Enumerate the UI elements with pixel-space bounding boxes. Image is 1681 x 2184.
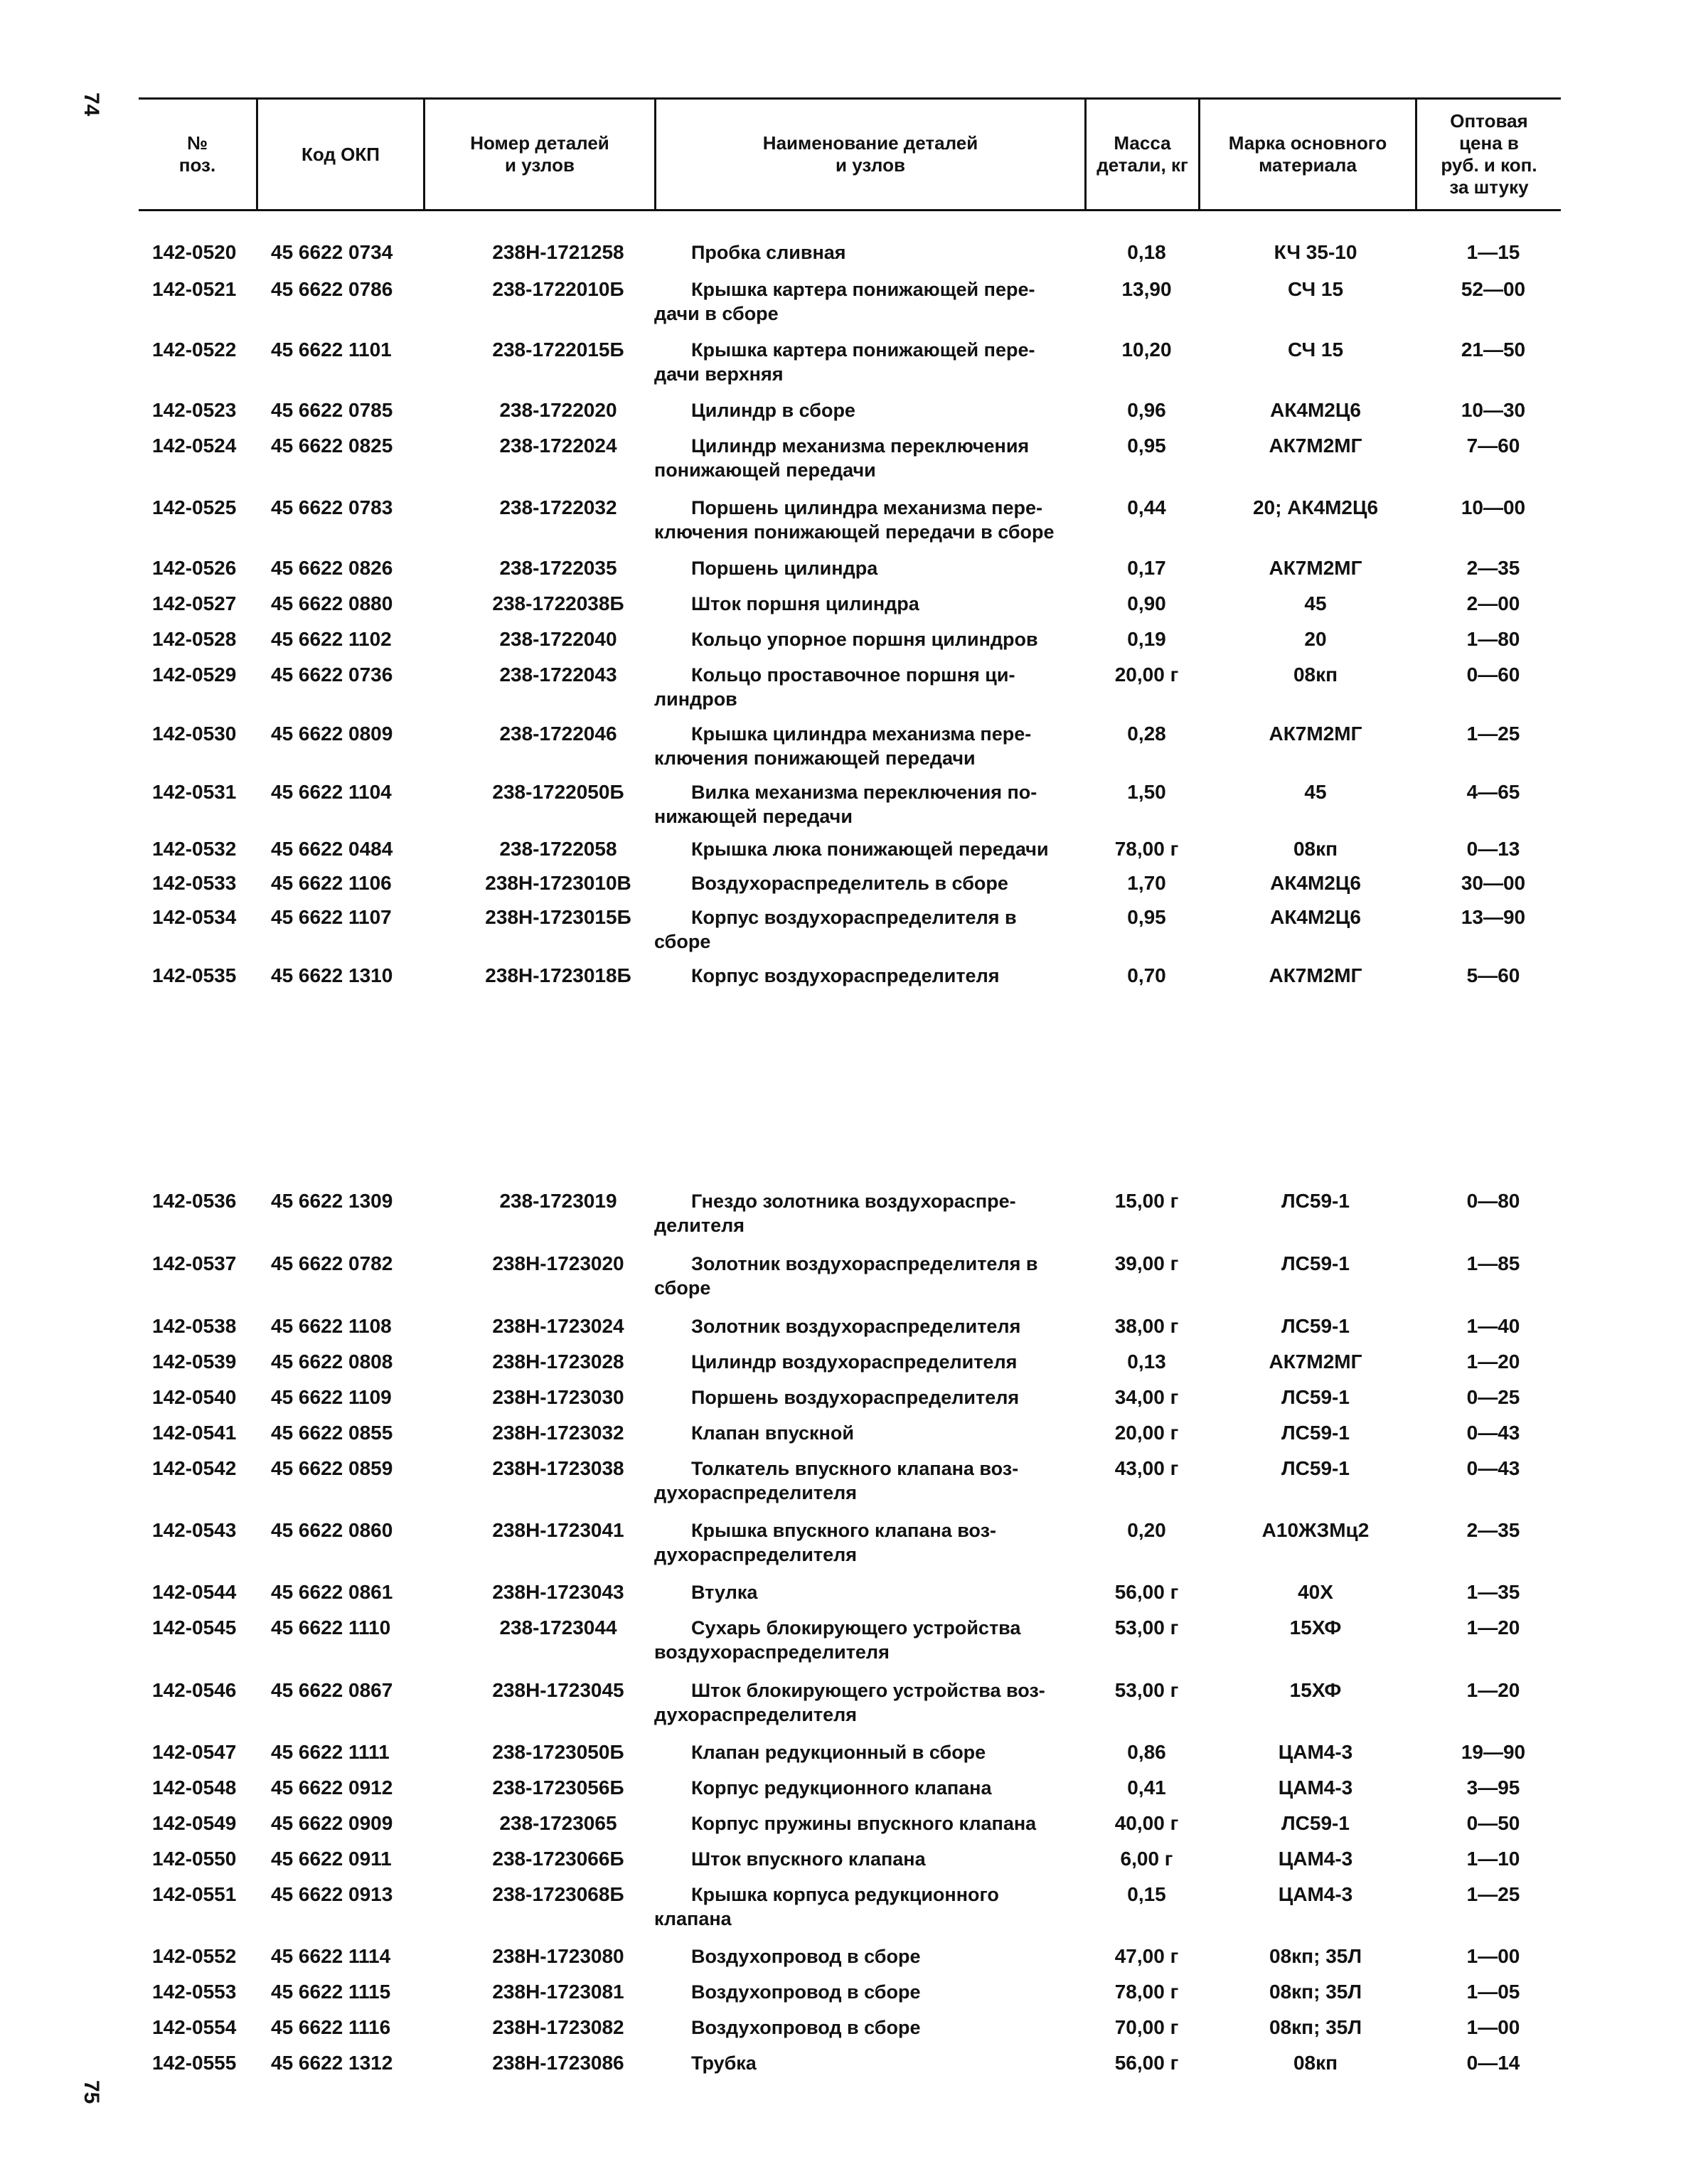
part-name-cell: Крышка люка понижающей передачи [691, 838, 1049, 860]
mass-cell: 0,96 [1127, 399, 1166, 421]
mass-cell: 34,00 г [1114, 1386, 1179, 1408]
part-number-cell: 238Н-1723010В [485, 872, 631, 894]
okp-code-cell: 45 6622 1115 [271, 1981, 391, 2003]
mass-cell: 47,00 г [1114, 1945, 1179, 1967]
part-number-cell: 238-1722010Б [492, 278, 624, 300]
part-number-cell: 238-1722038Б [492, 592, 624, 614]
material-cell: ЛС59-1 [1281, 1457, 1350, 1479]
mass-cell: 0,70 [1127, 964, 1166, 986]
price-cell: 2—35 [1466, 557, 1520, 579]
part-number-cell: 238Н-1723028 [492, 1351, 624, 1373]
mass-cell: 13,90 [1121, 278, 1172, 300]
part-name-cell: Крышка впускного клапана воз- духораспределителя [654, 1520, 996, 1565]
part-number-cell: 238Н-1723043 [492, 1581, 624, 1603]
price-cell: 1—20 [1466, 1679, 1520, 1701]
material-cell: ЦАМ4-3 [1278, 1741, 1353, 1763]
price-cell: 0—60 [1466, 664, 1520, 686]
material-cell: АК7М2МГ [1269, 723, 1362, 745]
pos-cell: 142-0551 [152, 1883, 237, 1905]
part-name-cell: Пробка сливная [691, 242, 846, 263]
pos-cell: 142-0541 [152, 1422, 237, 1444]
part-number-cell: 238Н-1723081 [492, 1981, 624, 2003]
part-name-cell: Трубка [691, 2052, 757, 2074]
mass-cell: 38,00 г [1114, 1315, 1179, 1337]
pos-cell: 142-0530 [152, 723, 237, 745]
price-cell: 5—60 [1466, 964, 1520, 986]
pos-cell: 142-0543 [152, 1519, 237, 1541]
part-name-cell: Вилка механизма переключения по- нижающей передачи [654, 782, 1037, 827]
mass-cell: 43,00 г [1114, 1457, 1179, 1479]
mass-cell: 0,20 [1127, 1519, 1166, 1541]
part-number-cell: 238Н-1723041 [492, 1519, 624, 1541]
price-cell: 1—20 [1466, 1616, 1520, 1639]
okp-code-cell: 45 6622 0783 [271, 496, 393, 518]
part-name-cell: Корпус воздухораспределителя в сборе [654, 907, 1017, 952]
pos-cell: 142-0528 [152, 628, 237, 650]
pos-cell: 142-0548 [152, 1777, 237, 1799]
mass-cell: 53,00 г [1114, 1679, 1179, 1701]
part-number-cell: 238Н-1723045 [492, 1679, 624, 1701]
pos-cell: 142-0536 [152, 1190, 237, 1212]
header-mass: Масса детали, кг [1096, 132, 1188, 176]
material-cell: 20; АК4М2Ц6 [1252, 496, 1379, 518]
part-name-cell: Шток поршня цилиндра [691, 593, 919, 614]
page-number-top: 74 [80, 92, 103, 117]
okp-code-cell: 45 6622 1107 [271, 906, 392, 928]
pos-cell: 142-0539 [152, 1351, 237, 1373]
part-number-cell: 238-1723050Б [492, 1741, 624, 1763]
mass-cell: 0,28 [1127, 723, 1166, 745]
material-cell: 15ХФ [1289, 1679, 1342, 1701]
pos-cell: 142-0545 [152, 1616, 237, 1639]
price-cell: 13—90 [1461, 906, 1526, 928]
pos-cell: 142-0542 [152, 1457, 237, 1479]
pos-cell: 142-0524 [152, 435, 237, 457]
pos-cell: 142-0525 [152, 496, 237, 518]
price-cell: 2—00 [1466, 592, 1520, 614]
part-name-cell: Поршень цилиндра [691, 558, 878, 579]
price-cell: 1—40 [1466, 1315, 1520, 1337]
part-number-cell: 238-1722043 [499, 664, 617, 686]
mass-cell: 6,00 г [1120, 1848, 1173, 1870]
part-number-cell: 238Н-1723082 [492, 2016, 624, 2038]
material-cell: 45 [1304, 781, 1327, 803]
material-cell: 45 [1304, 592, 1327, 614]
pos-cell: 142-0555 [152, 2052, 237, 2074]
material-cell: ЦАМ4-3 [1278, 1883, 1353, 1905]
material-cell: АК7М2МГ [1269, 557, 1362, 579]
okp-code-cell: 45 6622 1106 [271, 872, 392, 894]
pos-cell: 142-0544 [152, 1581, 237, 1603]
page-number-bottom: 75 [80, 2080, 103, 2104]
price-cell: 0—80 [1466, 1190, 1520, 1212]
part-name-cell: Кольцо упорное поршня цилиндров [691, 629, 1038, 650]
mass-cell: 78,00 г [1114, 838, 1179, 860]
material-cell: СЧ 15 [1287, 339, 1344, 361]
okp-code-cell: 45 6622 1312 [271, 2052, 393, 2074]
mass-cell: 0,86 [1127, 1741, 1166, 1763]
header-material: Марка основного материала [1228, 132, 1387, 176]
okp-code-cell: 45 6622 1110 [271, 1616, 391, 1639]
price-cell: 21—50 [1461, 339, 1526, 361]
material-cell: 08кп; 35Л [1269, 1945, 1362, 1967]
pos-cell: 142-0540 [152, 1386, 237, 1408]
part-name-cell: Цилиндр механизма переключения понижающей передачи [654, 435, 1030, 481]
price-cell: 0—13 [1466, 838, 1520, 860]
okp-code-cell: 45 6622 0782 [271, 1252, 393, 1274]
pos-cell: 142-0547 [152, 1741, 237, 1763]
part-name-cell: Шток впускного клапана [691, 1848, 926, 1870]
part-name-cell: Воздухопровод в сборе [691, 1946, 921, 1967]
part-number-cell: 238-1722050Б [492, 781, 624, 803]
material-cell: АК7М2МГ [1269, 1351, 1362, 1373]
part-number-cell: 238Н-1723024 [492, 1315, 624, 1337]
mass-cell: 0,18 [1127, 241, 1166, 263]
okp-code-cell: 45 6622 0484 [271, 838, 393, 860]
part-number-cell: 238-1723065 [499, 1812, 617, 1834]
okp-code-cell: 45 6622 0880 [271, 592, 393, 614]
material-cell: ЛС59-1 [1281, 1812, 1350, 1834]
mass-cell: 20,00 г [1114, 1422, 1179, 1444]
pos-cell: 142-0549 [152, 1812, 237, 1834]
okp-code-cell: 45 6622 0809 [271, 723, 393, 745]
okp-code-cell: 45 6622 0867 [271, 1679, 393, 1701]
material-cell: ЛС59-1 [1281, 1190, 1350, 1212]
price-cell: 1—25 [1466, 723, 1520, 745]
material-cell: СЧ 15 [1287, 278, 1344, 300]
price-cell: 0—25 [1466, 1386, 1520, 1408]
header-part-number: Номер деталей и узлов [470, 132, 609, 176]
part-number-cell: 238-1722032 [499, 496, 617, 518]
mass-cell: 20,00 г [1114, 664, 1179, 686]
mass-cell: 0,41 [1127, 1777, 1166, 1799]
okp-code-cell: 45 6622 1109 [271, 1386, 392, 1408]
part-name-cell: Поршень цилиндра механизма пере- ключения понижающей передачи в сборе [654, 497, 1055, 543]
part-name-cell: Крышка корпуса редукционного клапана [654, 1884, 999, 1929]
mass-cell: 40,00 г [1114, 1812, 1179, 1834]
okp-code-cell: 45 6622 0859 [271, 1457, 393, 1479]
okp-code-cell: 45 6622 0825 [271, 435, 393, 457]
part-name-cell: Сухарь блокирующего устройства воздухораспределителя [654, 1617, 1021, 1663]
part-number-cell: 238-1723068Б [492, 1883, 624, 1905]
mass-cell: 0,19 [1127, 628, 1166, 650]
okp-code-cell: 45 6622 0909 [271, 1812, 393, 1834]
part-name-cell: Корпус воздухораспределителя [691, 965, 1000, 986]
pos-cell: 142-0535 [152, 964, 237, 986]
part-number-cell: 238-1722046 [499, 723, 617, 745]
price-cell: 1—85 [1466, 1252, 1520, 1274]
price-cell: 52—00 [1461, 278, 1526, 300]
pos-cell: 142-0522 [152, 339, 237, 361]
mass-cell: 0,13 [1127, 1351, 1166, 1373]
pos-cell: 142-0552 [152, 1945, 237, 1967]
material-cell: АК4М2Ц6 [1270, 872, 1361, 894]
price-cell: 1—35 [1466, 1581, 1520, 1603]
price-cell: 1—20 [1466, 1351, 1520, 1373]
material-cell: 08кп [1293, 2052, 1338, 2074]
part-number-cell: 238Н-1723080 [492, 1945, 624, 1967]
mass-cell: 78,00 г [1114, 1981, 1179, 2003]
mass-cell: 70,00 г [1114, 2016, 1179, 2038]
part-name-cell: Корпус редукционного клапана [691, 1777, 992, 1799]
part-number-cell: 238-1722058 [499, 838, 617, 860]
price-cell: 1—80 [1466, 628, 1520, 650]
pos-cell: 142-0538 [152, 1315, 237, 1337]
price-cell: 19—90 [1461, 1741, 1526, 1763]
pos-cell: 142-0531 [152, 781, 237, 803]
part-number-cell: 238-1723044 [499, 1616, 617, 1639]
material-cell: ЦАМ4-3 [1278, 1777, 1353, 1799]
part-number-cell: 238-1722035 [499, 557, 617, 579]
part-name-cell: Гнездо золотника воздухораспре- делителя [654, 1190, 1016, 1236]
part-number-cell: 238Н-1723086 [492, 2052, 624, 2074]
pos-cell: 142-0534 [152, 906, 237, 928]
part-name-cell: Цилиндр в сборе [691, 400, 855, 421]
mass-cell: 39,00 г [1114, 1252, 1179, 1274]
price-cell: 2—35 [1466, 1519, 1520, 1541]
okp-code-cell: 45 6622 0786 [271, 278, 393, 300]
part-name-cell: Клапан редукционный в сборе [691, 1742, 986, 1763]
material-cell: 40Х [1298, 1581, 1333, 1603]
part-name-cell: Клапан впускной [691, 1422, 854, 1444]
price-cell: 10—30 [1461, 399, 1526, 421]
pos-cell: 142-0523 [152, 399, 237, 421]
okp-code-cell: 45 6622 0912 [271, 1777, 393, 1799]
okp-code-cell: 45 6622 0736 [271, 664, 393, 686]
part-number-cell: 238-1722015Б [492, 339, 624, 361]
okp-code-cell: 45 6622 1108 [271, 1315, 392, 1337]
mass-cell: 53,00 г [1114, 1616, 1179, 1639]
header-name: Наименование деталей и узлов [762, 132, 978, 176]
pos-cell: 142-0529 [152, 664, 237, 686]
part-number-cell: 238-1722040 [499, 628, 617, 650]
okp-code-cell: 45 6622 1114 [271, 1945, 391, 1967]
material-cell: АК4М2Ц6 [1270, 399, 1361, 421]
material-cell: ЛС59-1 [1281, 1386, 1350, 1408]
pos-cell: 142-0553 [152, 1981, 237, 2003]
okp-code-cell: 45 6622 1102 [271, 628, 392, 650]
part-name-cell: Золотник воздухораспределителя [691, 1316, 1021, 1337]
part-name-cell: Крышка картера понижающей пере- дачи верхняя [654, 339, 1035, 385]
part-name-cell: Крышка цилиндра механизма пере- ключения понижающей передачи [654, 723, 1032, 769]
mass-cell: 0,95 [1127, 906, 1166, 928]
price-cell: 1—25 [1466, 1883, 1520, 1905]
part-name-cell: Воздухораспределитель в сборе [691, 873, 1008, 894]
part-number-cell: 238Н-1723015Б [485, 906, 631, 928]
mass-cell: 0,44 [1127, 496, 1166, 518]
okp-code-cell: 45 6622 0911 [271, 1848, 392, 1870]
pos-cell: 142-0527 [152, 592, 237, 614]
material-cell: ЛС59-1 [1281, 1315, 1350, 1337]
part-number-cell: 238-1722024 [499, 435, 617, 457]
material-cell: АК4М2Ц6 [1270, 906, 1361, 928]
material-cell: ЛС59-1 [1281, 1422, 1350, 1444]
part-name-cell: Цилиндр воздухораспределителя [691, 1351, 1018, 1373]
part-name-cell: Толкатель впускного клапана воз- духораспределителя [654, 1458, 1019, 1503]
part-number-cell: 238-1723056Б [492, 1777, 624, 1799]
okp-code-cell: 45 6622 1116 [271, 2016, 391, 2038]
material-cell: ЦАМ4-3 [1278, 1848, 1353, 1870]
material-cell: ЛС59-1 [1281, 1252, 1350, 1274]
part-name-cell: Воздухопровод в сборе [691, 2017, 921, 2038]
price-cell: 4—65 [1466, 781, 1520, 803]
part-number-cell: 238Н-1723030 [492, 1386, 624, 1408]
material-cell: 15ХФ [1289, 1616, 1342, 1639]
material-cell: 08кп; 35Л [1269, 2016, 1362, 2038]
pos-cell: 142-0554 [152, 2016, 237, 2038]
price-cell: 1—00 [1466, 2016, 1520, 2038]
part-name-cell: Кольцо проставочное поршня ци- линдров [654, 664, 1015, 710]
price-cell: 1—15 [1466, 241, 1520, 263]
part-name-cell: Воздухопровод в сборе [691, 1981, 921, 2003]
part-number-cell: 238Н-1723032 [492, 1422, 624, 1444]
mass-cell: 56,00 г [1114, 2052, 1179, 2074]
part-name-cell: Золотник воздухораспределителя в сборе [654, 1253, 1038, 1299]
pos-cell: 142-0521 [152, 278, 237, 300]
material-cell: АК7М2МГ [1269, 964, 1362, 986]
material-cell: 20 [1304, 628, 1327, 650]
pos-cell: 142-0546 [152, 1679, 237, 1701]
part-name-cell: Втулка [691, 1582, 758, 1603]
material-cell: 08кп [1293, 838, 1338, 860]
okp-code-cell: 45 6622 0826 [271, 557, 393, 579]
part-number-cell: 238Н-1723038 [492, 1457, 624, 1479]
price-cell: 1—05 [1466, 1981, 1520, 2003]
okp-code-cell: 45 6622 1104 [271, 781, 392, 803]
pos-cell: 142-0532 [152, 838, 237, 860]
pos-cell: 142-0537 [152, 1252, 237, 1274]
mass-cell: 10,20 [1121, 339, 1172, 361]
okp-code-cell: 45 6622 1310 [271, 964, 393, 986]
pos-cell: 142-0520 [152, 241, 237, 263]
part-number-cell: 238Н-1721258 [492, 241, 624, 263]
okp-code-cell: 45 6622 0860 [271, 1519, 393, 1541]
okp-code-cell: 45 6622 1111 [271, 1741, 390, 1763]
part-number-cell: 238-1722020 [499, 399, 617, 421]
material-cell: 08кп; 35Л [1269, 1981, 1362, 2003]
okp-code-cell: 45 6622 1309 [271, 1190, 393, 1212]
price-cell: 30—00 [1461, 872, 1526, 894]
price-cell: 10—00 [1461, 496, 1526, 518]
okp-code-cell: 45 6622 0861 [271, 1581, 393, 1603]
part-name-cell: Поршень воздухораспределителя [691, 1387, 1020, 1408]
table-header [139, 97, 1561, 211]
pos-cell: 142-0550 [152, 1848, 237, 1870]
part-number-cell: 238-1723066Б [492, 1848, 624, 1870]
part-name-cell: Корпус пружины впускного клапана [691, 1813, 1037, 1834]
price-cell: 0—43 [1466, 1457, 1520, 1479]
material-cell: А10ЖЗМц2 [1261, 1519, 1370, 1541]
mass-cell: 1,50 [1127, 781, 1166, 803]
pos-cell: 142-0526 [152, 557, 237, 579]
price-cell: 0—50 [1466, 1812, 1520, 1834]
price-cell: 0—14 [1466, 2052, 1520, 2074]
mass-cell: 15,00 г [1114, 1190, 1179, 1212]
mass-cell: 1,70 [1127, 872, 1166, 894]
okp-code-cell: 45 6622 0808 [271, 1351, 393, 1373]
part-name-cell: Шток блокирующего устройства воз- духораспределителя [654, 1680, 1045, 1725]
material-cell: АК7М2МГ [1269, 435, 1362, 457]
header-price: Оптовая цена в руб. и коп. за штуку [1441, 110, 1537, 198]
okp-code-cell: 45 6622 0785 [271, 399, 393, 421]
price-cell: 1—00 [1466, 1945, 1520, 1967]
material-cell: КЧ 35-10 [1274, 241, 1357, 263]
okp-code-cell: 45 6622 0855 [271, 1422, 393, 1444]
mass-cell: 0,15 [1127, 1883, 1166, 1905]
price-cell: 1—10 [1466, 1848, 1520, 1870]
price-cell: 0—43 [1466, 1422, 1520, 1444]
okp-code-cell: 45 6622 0734 [271, 241, 393, 263]
part-number-cell: 238Н-1723018Б [485, 964, 631, 986]
mass-cell: 0,17 [1127, 557, 1166, 579]
okp-code-cell: 45 6622 1101 [271, 339, 392, 361]
header-pos: № поз. [178, 132, 216, 176]
material-cell: 08кп [1293, 664, 1338, 686]
mass-cell: 0,95 [1127, 435, 1166, 457]
part-name-cell: Крышка картера понижающей пере- дачи в сборе [654, 279, 1035, 324]
mass-cell: 56,00 г [1114, 1581, 1179, 1603]
pos-cell: 142-0533 [152, 872, 237, 894]
mass-cell: 0,90 [1127, 592, 1166, 614]
price-cell: 7—60 [1466, 435, 1520, 457]
okp-code-cell: 45 6622 0913 [271, 1883, 393, 1905]
part-number-cell: 238-1723019 [499, 1190, 617, 1212]
header-okp: Код ОКП [301, 143, 380, 165]
price-cell: 3—95 [1466, 1777, 1520, 1799]
part-number-cell: 238Н-1723020 [492, 1252, 624, 1274]
